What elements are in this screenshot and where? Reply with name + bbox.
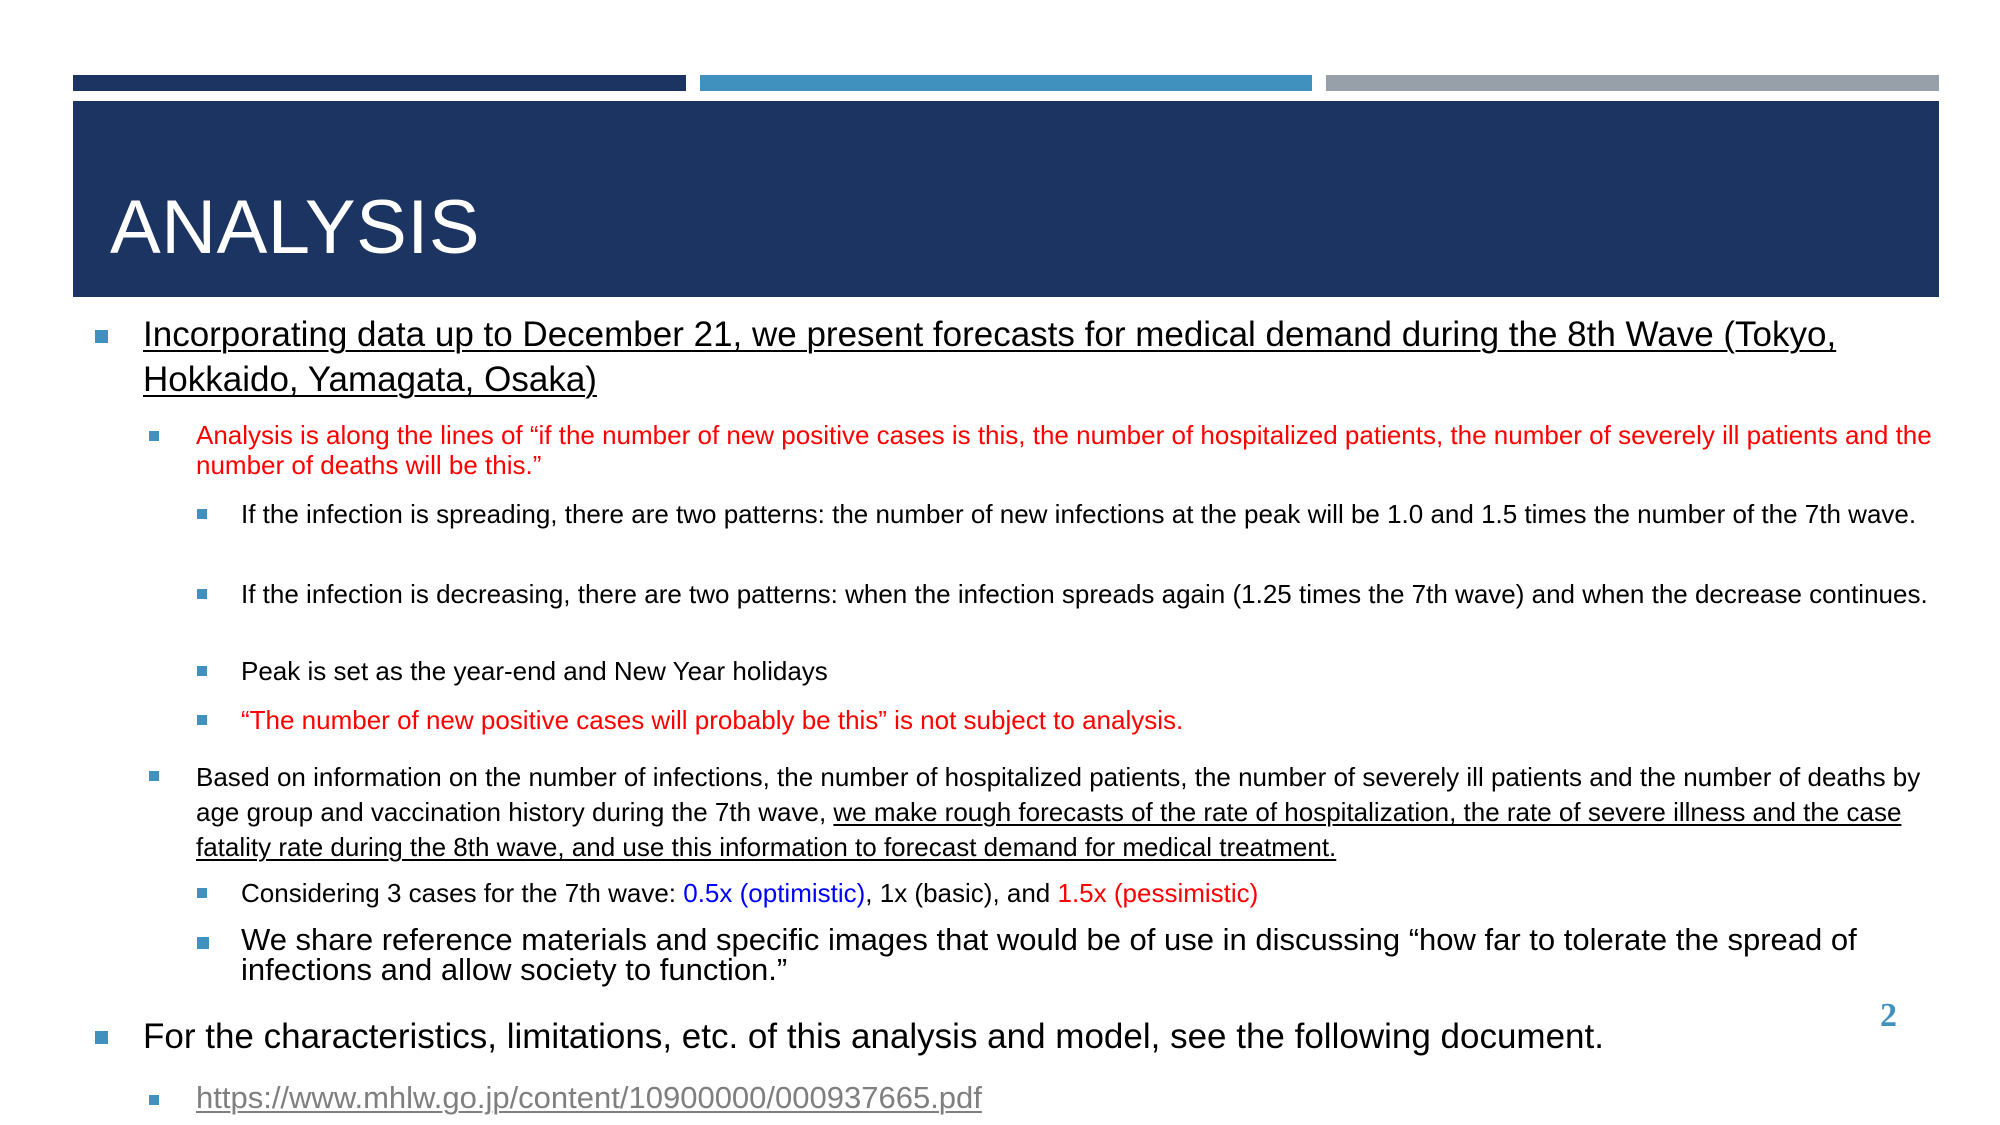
square-bullet-icon: [149, 431, 159, 441]
bullet-level3-three-cases: [241, 878, 1961, 908]
reference-document-link[interactable]: https://www.mhlw.go.jp/content/10900000/000937665.pdf: [196, 1080, 982, 1115]
bullet-text: “The number of new positive cases will probably be this” is not subject to analysis.: [241, 705, 1184, 735]
cases-prefix: Considering 3 cases for the 7th wave:: [241, 878, 684, 908]
square-bullet-icon: [95, 1031, 108, 1044]
case-optimistic: 0.5x (optimistic): [683, 878, 866, 908]
bullet-text: [196, 760, 1956, 865]
bullet-level3-peak: [241, 656, 1961, 686]
square-bullet-icon: [197, 715, 207, 725]
bullet-level3-spreading: [241, 499, 1961, 529]
top-accent-bar-blue: [700, 75, 1312, 91]
bullet-level1-see-document: [143, 1014, 1843, 1059]
square-bullet-icon: [197, 509, 207, 519]
bullet-level3-not-subject: [241, 705, 1961, 735]
top-accent-bar-navy: [73, 75, 686, 91]
bullet-text: For the characteristics, limitations, etc. of this analysis and model, see the following document.: [143, 1017, 1604, 1056]
square-bullet-icon: [197, 937, 209, 949]
square-bullet-icon: [95, 330, 108, 343]
bullet-text: If the infection is decreasing, there are two patterns: when the infection spreads again (1.25 times the 7th wave) and when the decrease continues.: [241, 579, 1928, 609]
square-bullet-icon: [197, 666, 207, 676]
bullet-text: [241, 878, 1961, 908]
bullet-text: Peak is set as the year-end and New Year holidays: [241, 656, 828, 686]
case-basic: , 1x (basic), and: [865, 878, 1058, 908]
slide-title: ANALYSIS: [110, 185, 481, 270]
square-bullet-icon: [149, 1095, 159, 1105]
page-number: 2: [1880, 997, 1897, 1034]
bullet-text: Analysis is along the lines of “if the number of new positive cases is this, the number of hospitalized patients, the number of severely ill patients and the number of deaths will be this.”: [196, 420, 1932, 480]
square-bullet-icon: [197, 589, 207, 599]
bullet-text-underlined: we make rough forecasts of the rate of hospitalization, the rate of severe illness and the case fatality rate during the 8th wave, and use this information to forecast demand for medical treatment.: [196, 797, 1902, 862]
bullet-text: Incorporating data up to December 21, we present forecasts for medical demand during the 8th Wave (Tokyo, Hokkaido, Yamagata, Osaka): [143, 315, 1837, 399]
bullet-level3-reference: [241, 922, 1961, 987]
bullet-level3-decreasing: [241, 579, 1961, 609]
bullet-text: We share reference materials and specific images that would be of use in discussing “how far to tolerate the spread of infections and allow society to function.”: [241, 922, 1857, 987]
case-pessimistic: 1.5x (pessimistic): [1057, 878, 1259, 908]
square-bullet-icon: [197, 888, 207, 898]
square-bullet-icon: [149, 771, 159, 781]
bullet-level2-based-on: [196, 760, 1956, 865]
bullet-level1-forecast: [143, 312, 1903, 402]
top-accent-bar-gray: [1326, 75, 1939, 91]
bullet-text: If the infection is spreading, there are two patterns: the number of new infections at the peak will be 1.0 and 1.5 times the number of the 7th wave.: [241, 499, 1917, 529]
bullet-level2-analysis: [196, 420, 1956, 480]
bullet-level2-link: [196, 1080, 1696, 1116]
bullet-text-plain: Based on information on the number of infections, the number of hospitalized patients, the number of severely ill patients and the number of deaths by age group and vaccination history during the 7th wave,: [196, 762, 1921, 827]
